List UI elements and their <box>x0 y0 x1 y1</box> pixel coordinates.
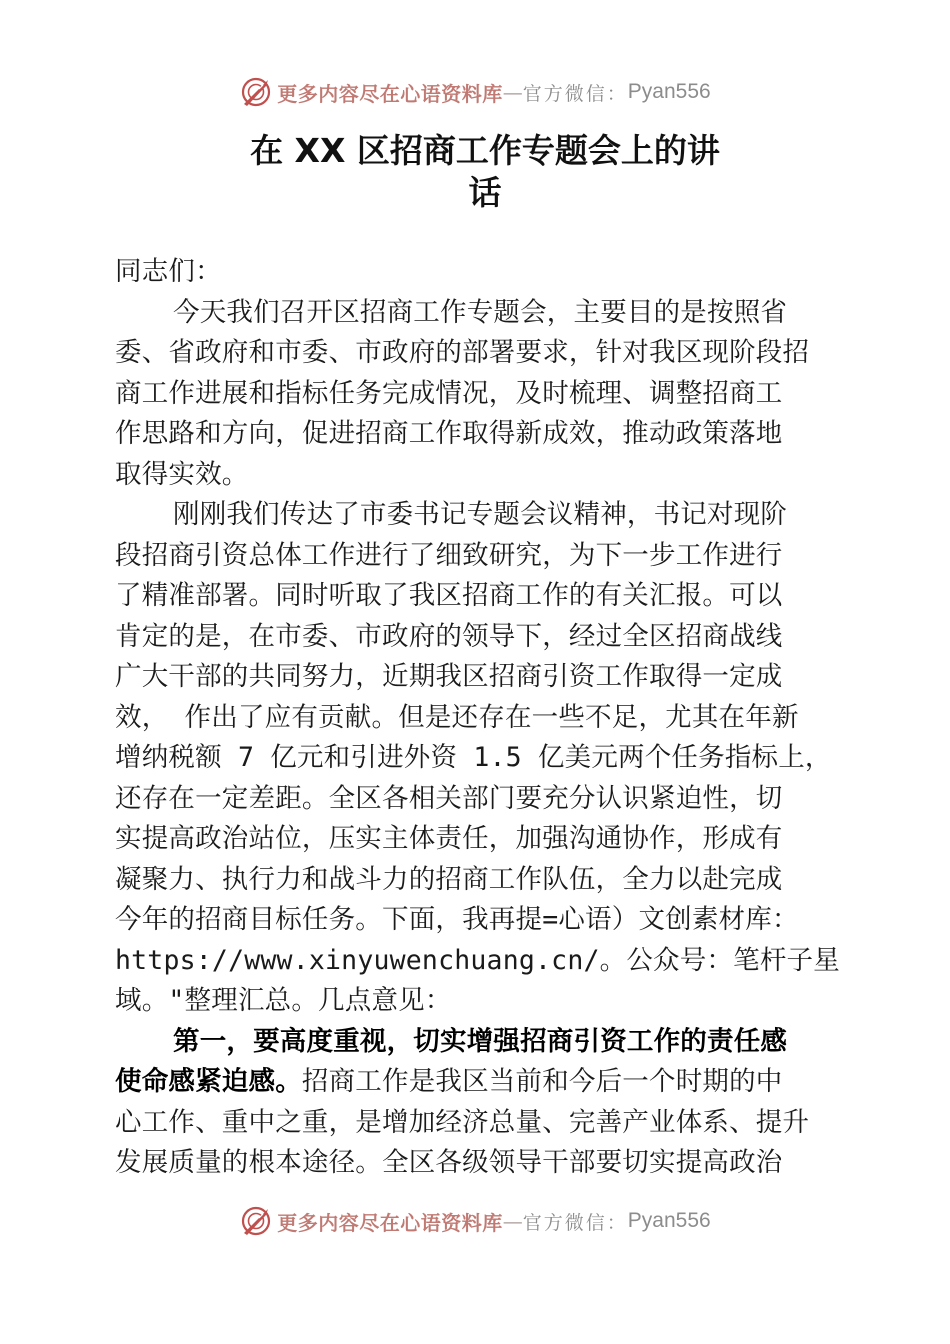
banner-wechat-id: Pyan556 <box>627 80 711 103</box>
paragraph-line: 还存在一定差距。全区各相关部门要充分认识紧迫性，切 <box>115 782 783 814</box>
paragraph-line: 今年的招商目标任务。下面，我再提=心语）文创素材库： <box>115 904 799 935</box>
paragraph-line: 广大干部的共同努力，近期我区招商引资工作取得一定成 <box>115 661 783 692</box>
banner-wechat-label: 官方微信： <box>522 82 628 105</box>
section-heading-continuation <box>115 1062 855 1103</box>
banner-slogan: 更多内容尽在心语资料库 <box>277 1210 503 1235</box>
paragraph-line: 实提高政治站位，压实主体责任，加强沟通协作，形成有 <box>115 823 783 854</box>
paragraph-line: 取得实效。 <box>115 458 249 490</box>
paragraph-line: 刚刚我们传达了市委书记专题会议精神，书记对现阶 <box>173 499 788 530</box>
section-heading-end: 使命感紧迫感。 <box>115 1066 302 1097</box>
banner-wechat-id: Pyan556 <box>627 1209 711 1232</box>
banner-dash: — <box>502 80 523 104</box>
paragraph-line: 增纳税额 7 亿元和引进外资 1.5 亿美元两个任务指标上， <box>115 742 832 773</box>
paragraph-line: 今天我们召开区招商工作专题会，主要目的是按照省 <box>173 296 788 328</box>
paragraph-line: 作思路和方向，促进招商工作取得新成效，推动政策落地 <box>115 418 783 449</box>
brand-logo-icon <box>239 75 273 109</box>
banner-wechat-label: 官方微信： <box>522 1211 628 1234</box>
title-line-2: 话 <box>468 173 502 212</box>
footer-banner <box>0 1201 950 1241</box>
document-body <box>115 252 855 1184</box>
paragraph-line: 商工作进展和指标任务完成情况，及时梳理、调整招商工 <box>115 377 783 409</box>
paragraph-line: 委、省政府和市委、市政府的部署要求，针对我区现阶段招 <box>115 337 810 368</box>
paragraph-line: 发展质量的根本途径。全区各级领导干部要切实提高政治 <box>115 1147 783 1178</box>
paragraph-line: 段招商引资总体工作进行了细致研究，为下一步工作进行 <box>115 539 783 571</box>
document-title <box>150 130 820 214</box>
banner-dash: — <box>502 1209 523 1233</box>
salutation: 同志们： <box>115 256 222 287</box>
section-heading-line: 第一，要高度重视，切实增强招商引资工作的责任感 <box>173 1025 788 1057</box>
brand-logo-icon <box>239 1204 273 1238</box>
paragraph-line: 域。"整理汇总。几点意见： <box>115 985 452 1016</box>
paragraph-line: 心工作、重中之重，是增加经济总量、完善产业体系、提升 <box>115 1106 810 1138</box>
paragraph-line: 凝聚力、执行力和战斗力的招商工作队伍，全力以赴完成 <box>115 863 783 895</box>
banner-slogan: 更多内容尽在心语资料库 <box>277 81 503 106</box>
paragraph-line: 效， 作出了应有贡献。但是还存在一些不足，尤其在年新 <box>115 701 799 733</box>
paragraph-line: https://www.xinyuwenchuang.cn/。公众号：笔杆子星 <box>115 944 840 976</box>
header-banner <box>0 72 950 112</box>
title-line-1: 在 XX 区招商工作专题会上的讲 <box>250 131 720 170</box>
paragraph-line: 肯定的是，在市委、市政府的领导下，经过全区招商战线 <box>115 620 783 652</box>
paragraph-line: 了精准部署。同时听取了我区招商工作的有关汇报。可以 <box>115 580 783 611</box>
paragraph-text: 招商工作是我区当前和今后一个时期的中 <box>301 1066 783 1097</box>
